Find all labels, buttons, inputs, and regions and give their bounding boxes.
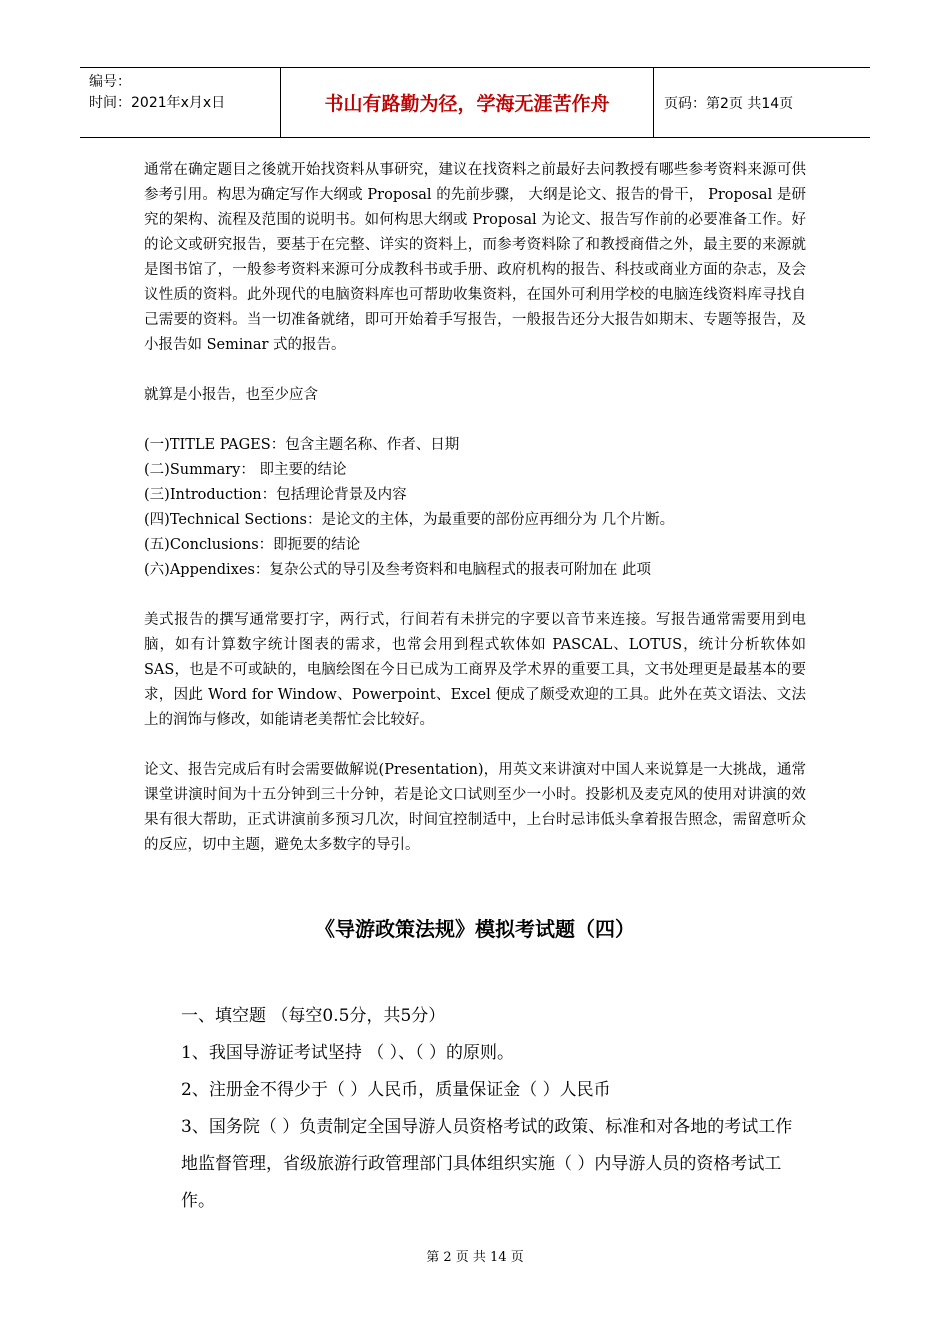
article-paragraph-3: 美式报告的撰写通常要打字，两行式，行间若有未拼完的字要以音节来连接。写报告通常需要用到电脑，如有计算数字统计图表的需求，也常会用到程式软体如 PASCAL、LOTUS，统计分析软体如 SAS，也是不可或缺的，电脑绘图在今日已成为工商界及学术界的重要工具，文书处理更是最基本的要求，因此 Word for Window、Powerpoint、Excel 便成了颇受欢迎的工具。此外在英文语法、文法上的润饰与修改，如能请老美帮忙会比较好。 — [144, 612, 806, 728]
article-paragraph-2: 就算是小报告，也至少应含 — [144, 387, 318, 403]
header-meta — [80, 68, 281, 137]
list-item: (四)Technical Sections：是论文的主体，为最重要的部份应再细分为 几个片断。 — [144, 512, 675, 528]
header-motto: 书山有路勤为径，学海无涯苦作舟 — [281, 68, 654, 137]
page-header — [80, 67, 870, 138]
section-heading: 一、填空题 （每空0.5分，共5分） — [181, 1006, 446, 1026]
exam-section — [144, 998, 806, 1220]
question-1: 1、我国导游证考试坚持 （ ）、（ ）的原则。 — [181, 1043, 515, 1063]
article-body — [144, 158, 806, 858]
number-label: 编号： — [89, 74, 131, 90]
list-item: (二)Summary： 即主要的结论 — [144, 462, 347, 478]
article-paragraph-1: 通常在确定题目之後就开始找资料从事研究，建议在找资料之前最好去问教授有哪些参考资料来源可供参考引用。构思为确定写作大纲或 Proposal 的先前步骤， 大纲是论文、报告的骨干， Proposal 是研究的架构、流程及范围的说明书。如何构思大纲或 Proposal 为论文、报告写作前的必要准备工作。好的论文或研究报告，要基于在完整、详实的资料上，而参考资料除了和教授商借之外，最主要的来源就是图书馆了，一般参考资料来源可分成教科书或手册、政府机构的报告、科技或商业方面的杂志，及会议性质的资料。此外现代的电脑资料库也可帮助收集资料，在国外可利用学校的电脑连线资料库寻找自己需要的资料。当一切准备就绪，即可开始着手写报告，一般报告还分大报告如期末、专题等报告，及小报告如 Seminar 式的报告。 — [144, 162, 806, 353]
list-item: (一)TITLE PAGES：包含主题名称、作者、日期 — [144, 437, 460, 453]
list-item: (三)Introduction：包括理论背景及内容 — [144, 487, 407, 503]
question-2: 2、注册金不得少于（ ）人民币，质量保证金（ ）人民币 — [181, 1080, 611, 1100]
page-footer: 第 2 页 共 14 页 — [426, 1250, 524, 1265]
header-page-number: 页码：第2页 共14页 — [664, 95, 794, 112]
exam-title: 《导游政策法规》模拟考试题（四） — [315, 917, 635, 941]
time-label: 时间：2021年x月x日 — [89, 95, 226, 111]
article-paragraph-4: 论文、报告完成后有时会需要做解说(Presentation)，用英文来讲演对中国人来说算是一大挑战，通常课堂讲演时间为十五分钟到三十分钟，若是论文口试则至少一小时。投影机及麦克风的使用对讲演的效果有很大帮助，正式讲演前多预习几次，时间宜控制适中，上台时忌讳低头拿着报告照念，需留意听众的反应，切中主题，避免太多数字的导引。 — [144, 762, 806, 853]
list-item: (六)Appendixes：复杂公式的导引及叁考资料和电脑程式的报表可附加在 此项 — [144, 562, 651, 578]
question-3: 3、国务院（ ）负责制定全国导游人员资格考试的政策、标准和对各地的考试工作地监督管理，省级旅游行政管理部门具体组织实施（ ）内导游人员的资格考试工作。 — [181, 1117, 793, 1211]
list-item: (五)Conclusions：即扼要的结论 — [144, 537, 361, 553]
